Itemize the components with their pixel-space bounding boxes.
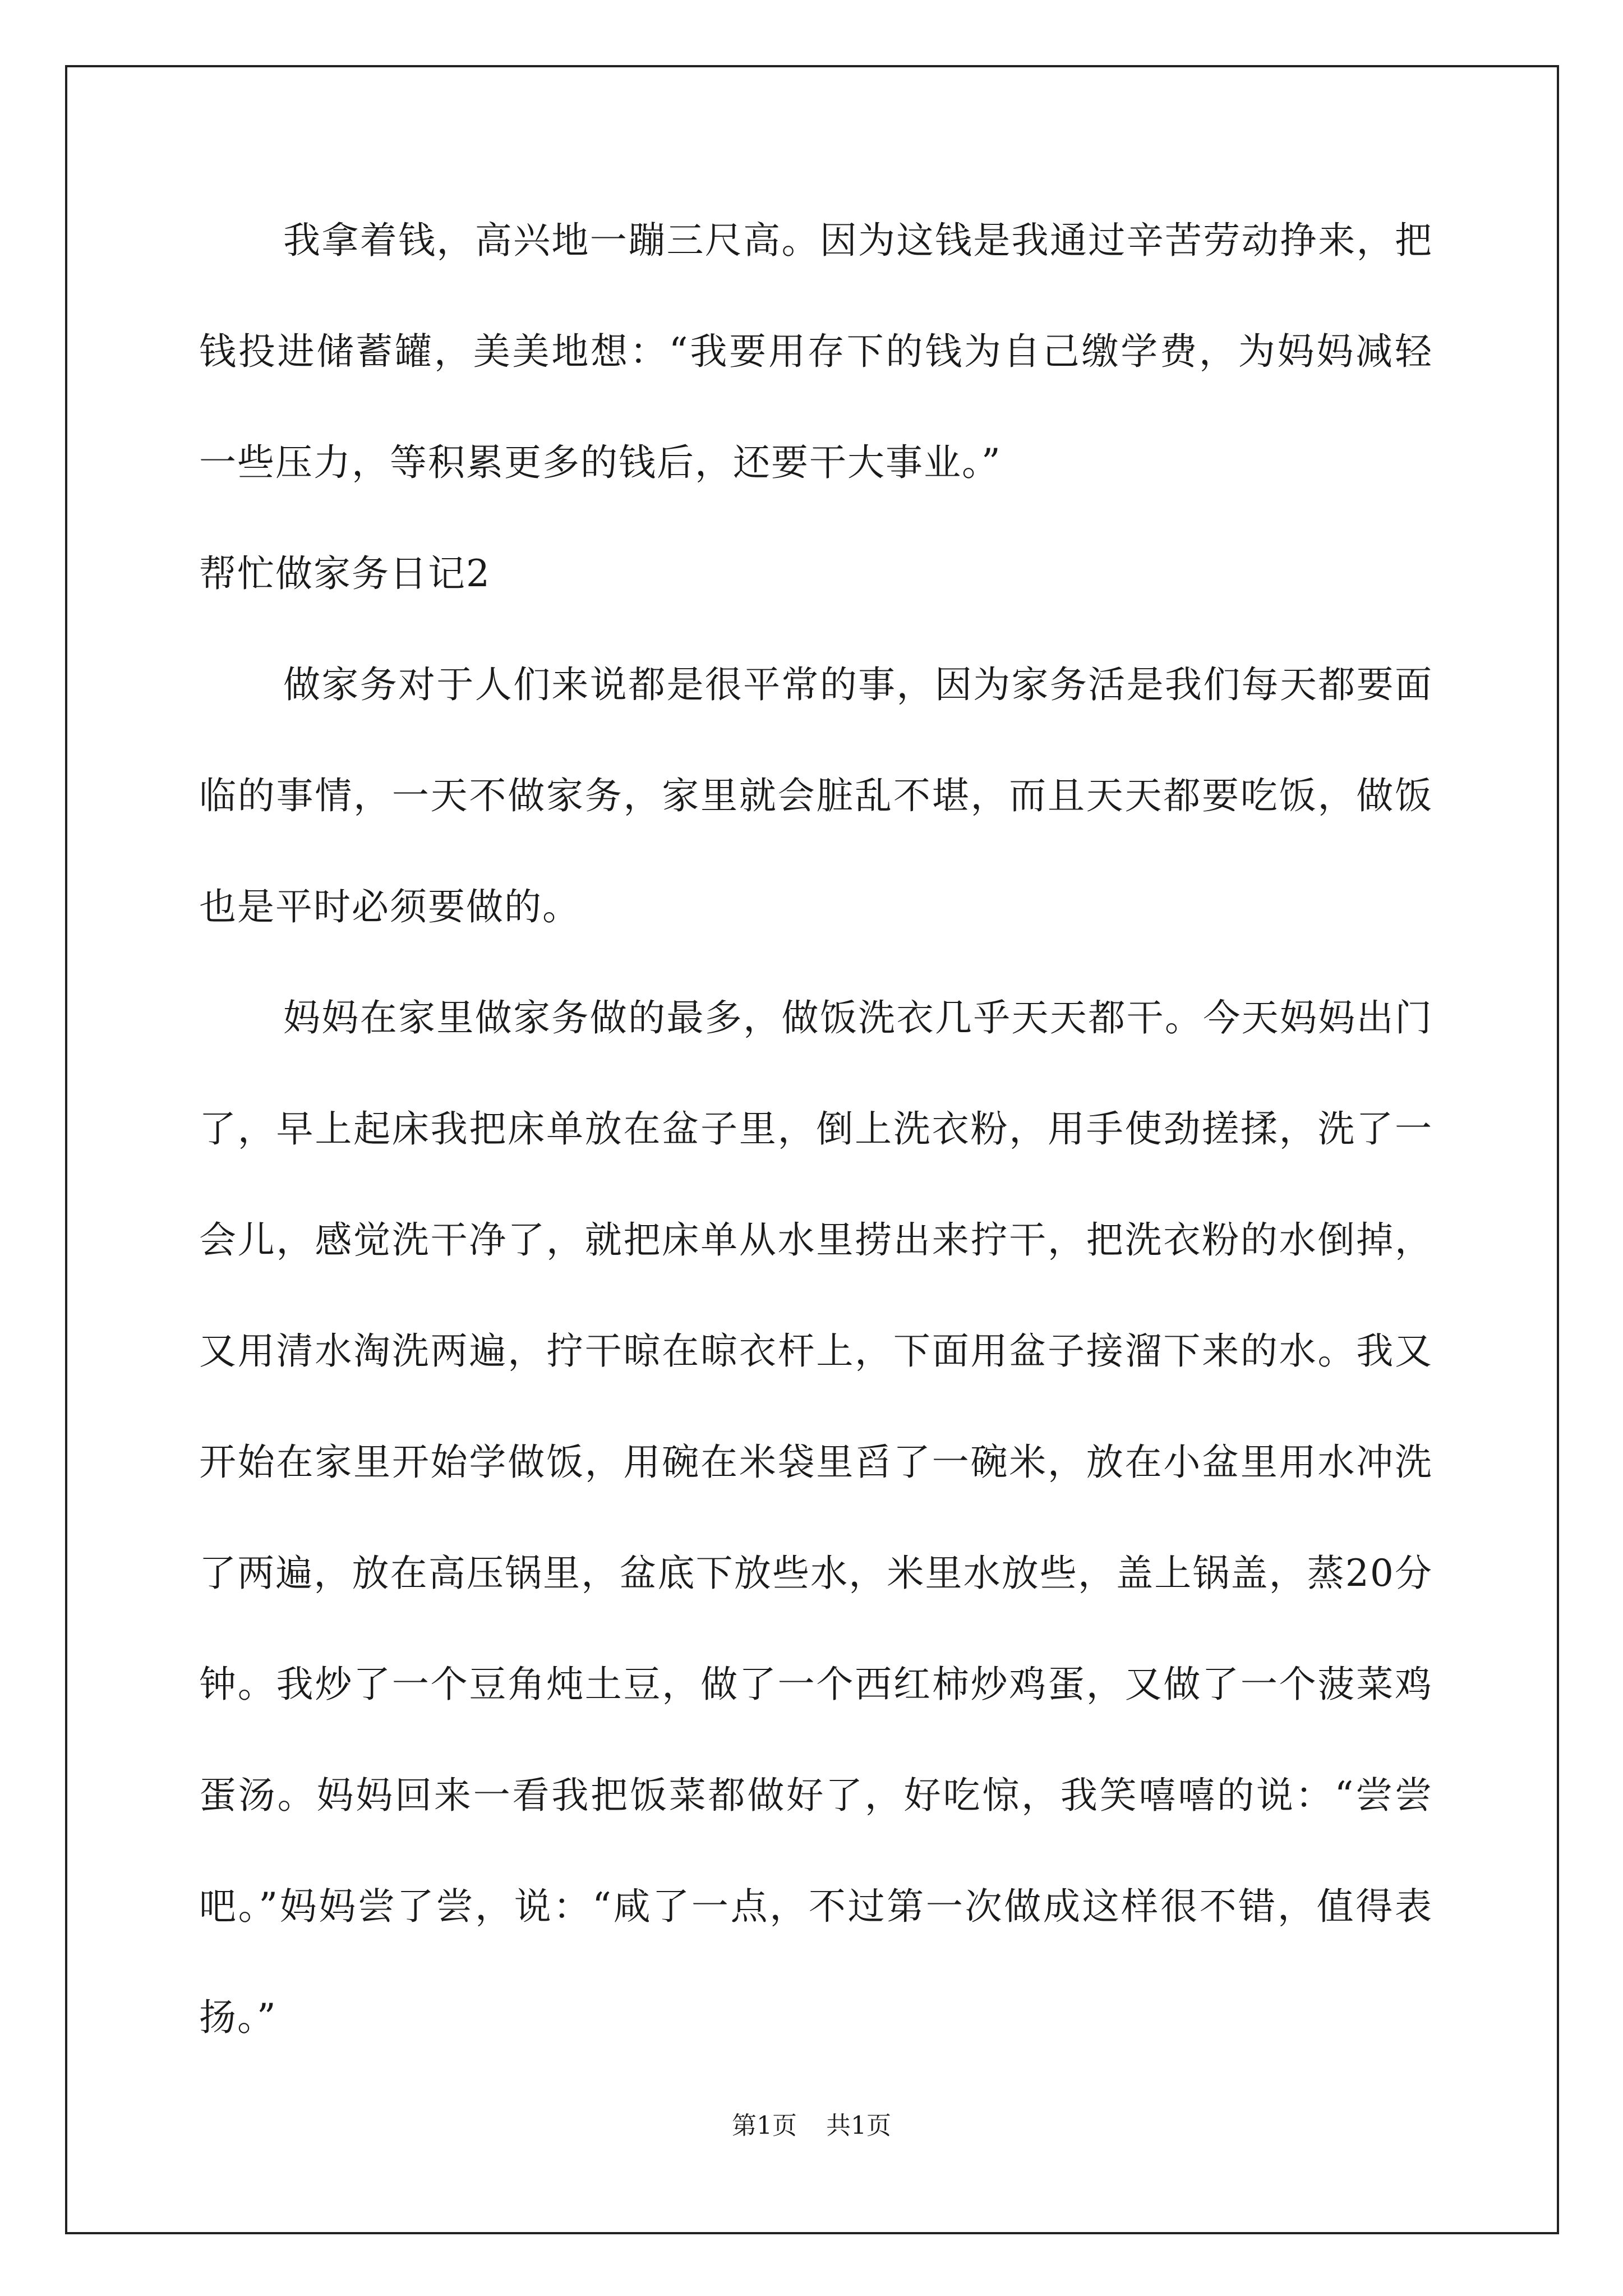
page-total: 共1页 bbox=[826, 2111, 891, 2140]
diary-heading: 帮忙做家务日记2 bbox=[199, 552, 491, 595]
paragraph-laundry-cooking: 妈妈在家里做家务做的最多，做饭洗衣几乎天天都干。今天妈妈出门了，早上起床我把床单放在盆子里，倒上洗衣粉，用手使劲搓揉，洗了一会儿，感觉洗干净了，就把床单从水里捞出来拧干，把洗衣粉的水倒掉，又用清水淘洗两遍，拧干晾在晾衣杆上，下面用盆子接溜下来的水。我又开始在家里开始学做饭，用碗在米袋里舀了一碗米，放在小盆里用水冲洗了两遍，放在高压锅里，盆底下放些水，米里水放些，盖上锅盖，蒸20分钟。我炒了一个豆角炖土豆，做了一个西红柿炒鸡蛋，又做了一个菠菜鸡蛋汤。妈妈回来一看我把饭菜都做好了，好吃惊，我笑嘻嘻的说：“尝尝吧。”妈妈尝了尝，说：“咸了一点，不过第一次做成这样很不错，值得表扬。” bbox=[199, 996, 1433, 2039]
page-footer bbox=[0, 2109, 1623, 2143]
paragraph-housework-intro: 做家务对于人们来说都是很平常的事，因为家务活是我们每天都要面临的事情，一天不做家务，家里就会脏乱不堪，而且天天都要吃饭，做饭也是平时必须要做的。 bbox=[199, 663, 1433, 928]
paragraph-money-savings: 我拿着钱，高兴地一蹦三尺高。因为这钱是我通过辛苦劳动挣来，把钱投进储蓄罐，美美地想：“我要用存下的钱为自己缴学费，为妈妈减轻一些压力，等积累更多的钱后，还要干大事业。” bbox=[199, 219, 1433, 484]
page-number: 第1页 bbox=[732, 2111, 797, 2140]
document-body bbox=[199, 185, 1433, 2073]
